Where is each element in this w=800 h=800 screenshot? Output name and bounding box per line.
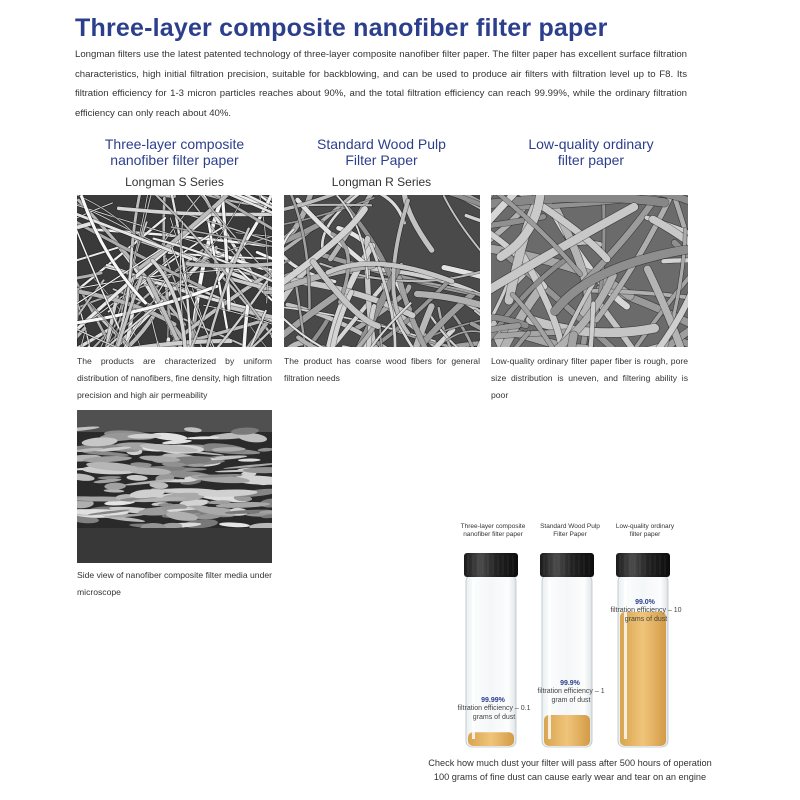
bottom-note-line1: Check how much dust your filter will pass after 500 hours of operation — [428, 758, 712, 768]
vial-percent-nanofiber: 99.99% — [481, 697, 505, 704]
bottom-note-line2: 100 grams of fine dust can cause early wear and tear on an engine — [433, 772, 707, 782]
column-series-nanofiber: Longman S Series — [125, 175, 224, 189]
column-heading-wood-pulp: Standard Wood Pulp Filter Paper — [317, 136, 446, 168]
caption-low-quality: Low-quality ordinary filter paper fiber is rough, pore size distribution is uneven, and filtering ability is poor — [491, 356, 688, 400]
caption-side-view: Side view of nanofiber composite filter media under microscope — [77, 570, 272, 597]
vial-percent-low-quality: 99.0% — [635, 599, 655, 606]
dust-vials-comparison — [418, 515, 718, 765]
vial-efficiency-wood-pulp: filtration efficiency – 1 gram of dust — [537, 688, 605, 704]
column-heading-nanofiber: Three-layer composite nanofiber filter paper — [104, 136, 245, 168]
column-heading-low-quality: Low-quality ordinary filter paper — [528, 136, 654, 168]
micrograph-low-quality — [491, 195, 688, 347]
vial-percent-wood-pulp: 99.9% — [560, 680, 580, 687]
vial-label-nanofiber: Three-layer composite nanofiber filter paper — [460, 523, 526, 538]
micrograph-wood-pulp — [284, 195, 480, 347]
caption-wood-pulp: The product has coarse wood fibers for general filtration needs — [284, 356, 480, 383]
caption-nanofiber: The products are characterized by uniform distribution of nanofibers, fine density, high filtration precision and high air permeability — [77, 356, 272, 400]
page-title: Three-layer composite nanofiber filter paper — [75, 14, 608, 42]
micrograph-side-view — [77, 410, 272, 563]
vials-illustration — [418, 515, 718, 765]
column-series-wood-pulp: Longman R Series — [331, 175, 432, 189]
vial-efficiency-low-quality: filtration efficiency – 10 grams of dust — [610, 607, 682, 623]
intro-paragraph: Longman filters use the latest patented technology of three-layer composite nanofiber filter paper. The filter paper has excellent surface filtration characteristics, high initial filtration precision, suitable for backblowing, and can be used to produce air filters with filtration level up to F8. Its filtration efficiency for 1-3 micron particles reaches about 90%, and the total filtration efficiency can reach 99.99%, while the ordinary filtration efficiency can only reach about 40%. — [75, 49, 687, 119]
micrograph-nanofiber — [77, 195, 272, 347]
vial-efficiency-nanofiber: filtration efficiency – 0.1 grams of dust — [457, 705, 531, 721]
vial-label-low-quality: Low-quality ordinary filter paper — [615, 523, 675, 538]
vial-label-wood-pulp: Standard Wood Pulp Filter Paper — [540, 523, 600, 538]
